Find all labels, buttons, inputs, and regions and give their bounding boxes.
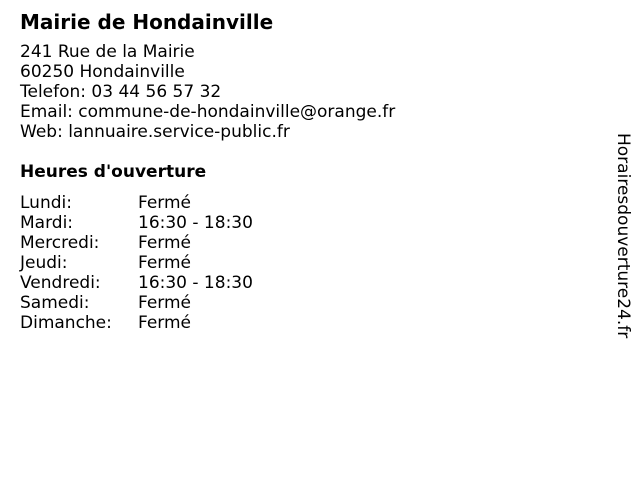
address-city: 60250 Hondainville <box>20 62 185 82</box>
hours-heading: Heures d'ouverture <box>20 162 207 182</box>
page-title: Mairie de Hondainville <box>20 10 274 34</box>
hours-row-sunday <box>20 313 600 333</box>
hours-time: Fermé <box>138 313 192 333</box>
hours-row-monday <box>20 193 600 213</box>
web-line: Web: lannuaire.service-public.fr <box>20 122 290 142</box>
hours-time: Fermé <box>138 233 192 253</box>
hours-time: Fermé <box>138 293 192 313</box>
hours-time: Fermé <box>138 193 192 213</box>
address-street: 241 Rue de la Mairie <box>20 42 195 62</box>
hours-day: Samedi: <box>20 293 90 313</box>
hours-row-friday <box>20 273 600 293</box>
hours-time: 16:30 - 18:30 <box>138 273 253 293</box>
hours-time: Fermé <box>138 253 192 273</box>
hours-day: Mardi: <box>20 213 74 233</box>
email-line: Email: commune-de-hondainville@orange.fr <box>20 102 396 122</box>
hours-row-saturday <box>20 293 600 313</box>
hours-time: 16:30 - 18:30 <box>138 213 253 233</box>
address-block <box>20 42 600 142</box>
opening-hours-table <box>20 193 600 333</box>
hours-day: Mercredi: <box>20 233 100 253</box>
hours-row-thursday <box>20 253 600 273</box>
hours-day: Lundi: <box>20 193 72 213</box>
hours-day: Jeudi: <box>20 253 68 273</box>
hours-row-tuesday <box>20 213 600 233</box>
hours-day: Dimanche: <box>20 313 112 333</box>
mairie-info-card <box>20 9 600 333</box>
brand-watermark: Horairesdouverture24.fr <box>613 133 633 339</box>
phone-line: Telefon: 03 44 56 57 32 <box>20 82 222 102</box>
hours-row-wednesday <box>20 233 600 253</box>
hours-day: Vendredi: <box>20 273 101 293</box>
